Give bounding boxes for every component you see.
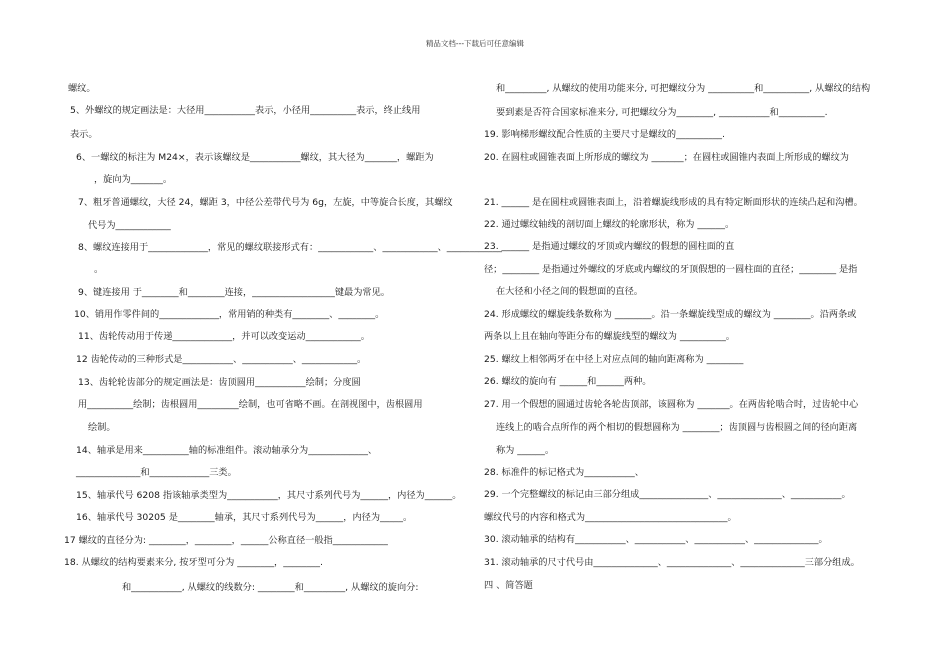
text-line: 30. 滚动轴承的结构有___________、___________、___________、______________。 <box>484 534 828 545</box>
text-line: 连线上的啮合点所作的两个相切的假想圆称为 ________；齿顶圆与齿根圆之间的径向距离 <box>496 422 858 433</box>
text-line: 15、轴承代号 6208 指该轴承类型为___________，其尺寸系列代号为______，内径为______。 <box>76 490 462 501</box>
text-line: 两条以上且在轴向等距分布的螺旋线型的螺纹为 __________。 <box>484 331 735 342</box>
text-line: 20. 在圆柱或圆锥表面上所形成的螺纹为 _______；在圆柱或圆锥内表面上所形成的螺纹为 <box>484 152 849 163</box>
text-line: 8、螺纹连接用于_____________，常见的螺纹联接形式有：____________、____________、____________ <box>78 242 502 253</box>
page-header: 精品文档---下载后可任意编辑 <box>425 39 525 48</box>
text-line: 和_________, 从螺纹的使用功能来分, 可把螺纹分为 __________和__________, 从螺纹的结构 <box>496 83 871 94</box>
text-line: 径；________ 是指通过外螺纹的牙底或内螺纹的牙顶假想的一圆柱面的直径；________ 是指 <box>484 264 858 275</box>
section-heading: 四 、简答题 <box>484 580 533 591</box>
text-line: 23. ______ 是指通过螺纹的牙顶或内螺纹的假想的圆柱面的直 <box>484 241 735 252</box>
text-line: 9、键连接用 于________和________连接，__________________键最为常见。 <box>78 287 390 298</box>
text-line: 5、外螺纹的规定画法是：大径用___________表示，小径用__________表示，终止线用 <box>70 105 421 116</box>
text-line: 31. 滚动轴承的尺寸代号由______________、______________、______________三部分组成。 <box>484 557 860 568</box>
text-line: 要到素是否符合国家标准来分, 可把螺纹分为________, ___________和__________. <box>496 107 828 118</box>
text-line: 22. 通过螺纹轴线的剖切面上螺纹的轮廓形状，称为 ______。 <box>484 219 735 230</box>
text-line: 24. 形成螺纹的螺旋线条数称为 ________。沿一条螺旋线型成的螺纹为 ________。沿两条或 <box>484 309 857 320</box>
text-line: 用__________绘制；齿根圆用_________绘制，也可省略不画。在剖视图中，齿根圆用 <box>78 399 423 410</box>
text-line: 代号为____________ <box>88 220 171 231</box>
text-line: 12 齿轮传动的三种形式是___________、___________、____________。 <box>76 354 367 365</box>
text-line: 18. 从螺纹的结构要素来分, 按牙型可分为 ________，________. <box>64 557 323 568</box>
text-line: 21. ______ 是在圆柱或圆锥表面上，沿着螺旋线形成的具有特定断面形状的连续凸起和沟槽。 <box>484 197 863 208</box>
text-line: 27. 用一个假想的圆通过齿轮各轮齿顶部，该圆称为 _______。在两齿轮啮合时，过齿轮中心 <box>484 399 859 410</box>
text-line: 和___________, 从螺纹的线数分: ________和_________, 从螺纹的旋向分: <box>122 582 419 593</box>
text-line: 13、齿轮轮齿部分的规定画法是：齿顶圆用___________绘制；分度圆 <box>78 377 361 388</box>
text-line: 表示。 <box>70 129 98 140</box>
text-line: ______________和_____________三类。 <box>76 467 237 478</box>
text-line: 7、粗牙普通螺纹，大径 24，螺距 3，中径公差带代号为 6g，左旋，中等旋合长度，其螺纹 <box>78 197 453 208</box>
text-line: 29. 一个完整螺纹的标记由三部分组成_______________、______________、___________。 <box>484 489 851 500</box>
text-line: 28. 标准件的标记格式为___________、 <box>484 467 644 478</box>
text-line: 称为 ______。 <box>496 445 555 456</box>
text-line: 螺纹。 <box>68 83 96 94</box>
text-line: 在大径和小径之间的假想面的直径。 <box>496 286 643 297</box>
text-line: 螺纹代号的内容和格式为_______________________________。 <box>484 512 737 523</box>
text-line: 10、销用作零件间的_____________，常用销的种类有________、________。 <box>74 309 385 320</box>
text-line: 绘制。 <box>88 422 116 433</box>
text-line: 19. 影响梯形螺纹配合性质的主要尺寸是螺纹的__________. <box>484 129 725 140</box>
text-line: ，旋向为_______。 <box>94 174 173 185</box>
text-line: 11、齿轮传动用于传递_____________，并可以改变运动____________。 <box>78 331 370 342</box>
text-line: 25. 螺纹上相邻两牙在中径上对应点间的轴向距离称为 ________ <box>484 354 744 365</box>
text-line: 16、轴承代号 30205 是________轴承，其尺寸系列代号为______，内径为_____。 <box>76 512 413 523</box>
text-line: 14、轴承是用来__________轴的标准组件。滚动轴承分为_____________、 <box>76 445 378 456</box>
text-line: 17 螺纹的直径分为: ________，________，______公称直径一般指____________ <box>64 535 388 546</box>
text-line: 。 <box>94 264 104 275</box>
text-line: 26. 螺纹的旋向有 ______和______两种。 <box>484 376 652 387</box>
text-line: 6、一螺纹的标注为 M24×，表示该螺纹是___________螺纹，其大径为_______，螺距为 <box>76 152 434 163</box>
